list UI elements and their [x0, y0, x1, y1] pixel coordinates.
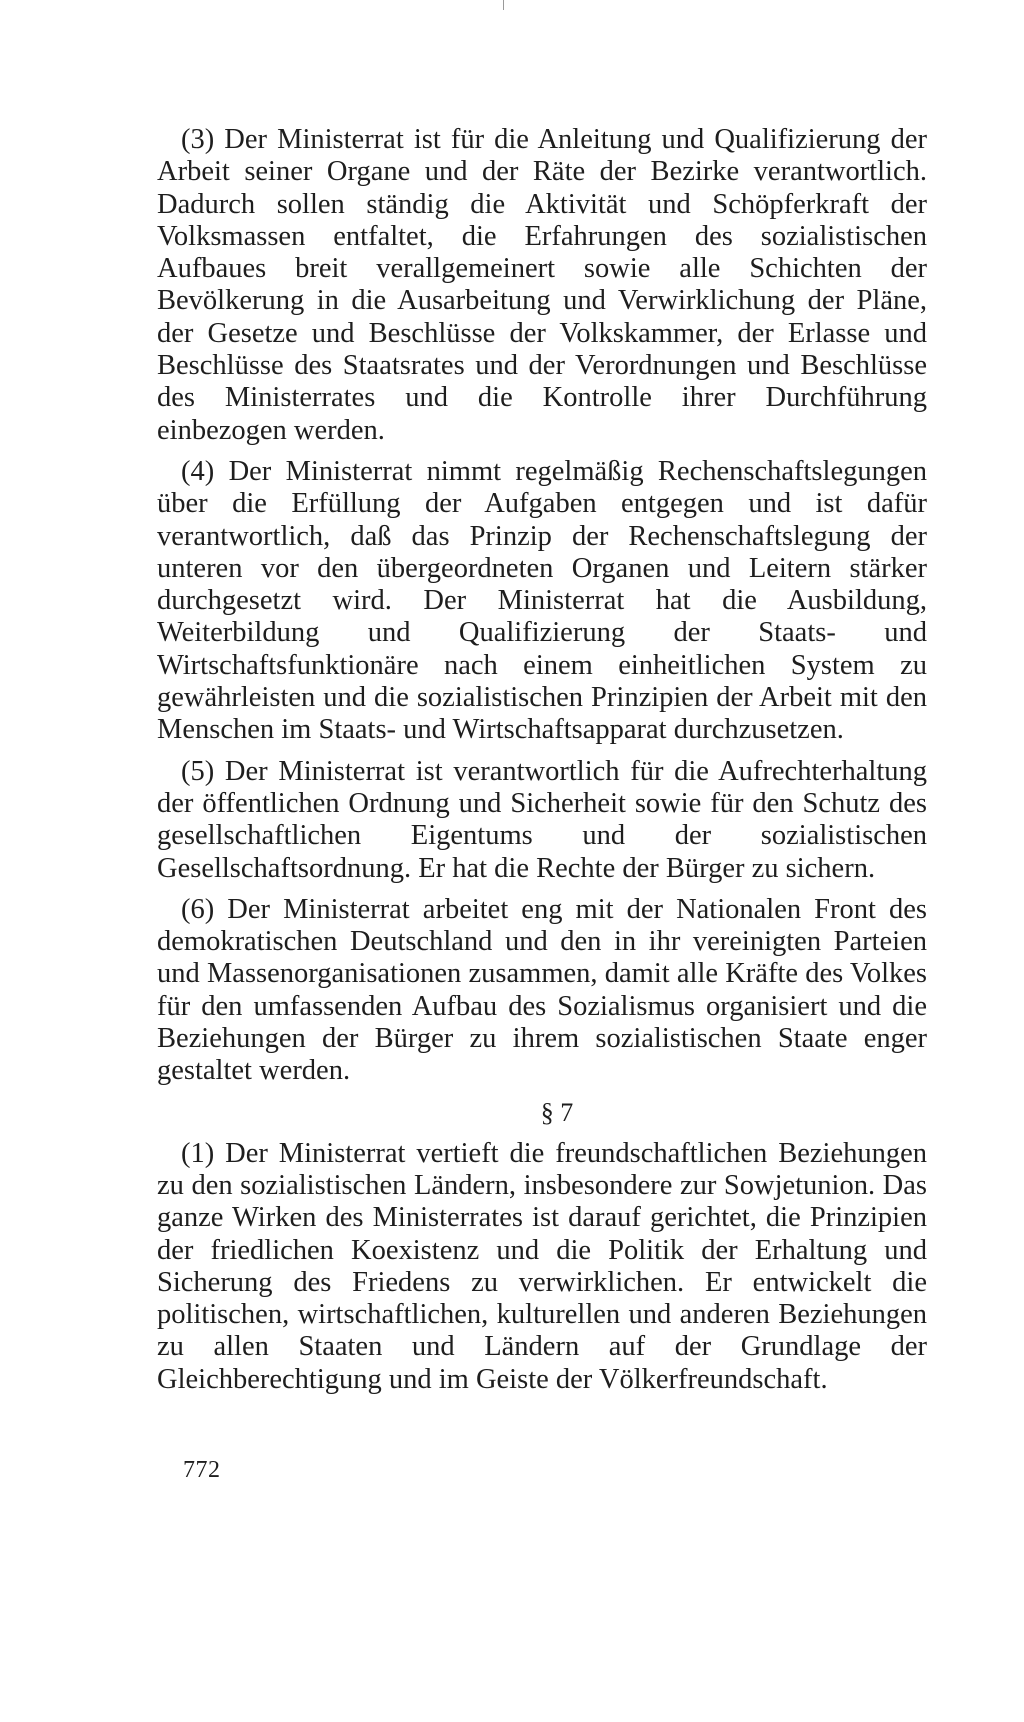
paragraph-3: (3) Der Ministerrat ist für die Anleitung und Qualifizierung der Arbeit seiner Organe und der Räte der Bezirke verantwortlich. Dadurch sollen ständig die Aktivität und Schöpferkraft der Volksmassen entfaltet, die Erfahrungen des sozialistischen Aufbaues breit verallgemeinert sowie alle Schichten der Bevölkerung in die Ausarbeitung und Verwirklichung der Pläne, der Gesetze und Beschlüsse der Volkskammer, der Erlasse und Beschlüsse des Staatsrates und der Verordnungen und Beschlüsse des Ministerrates und die Kontrolle ihrer Durchführung einbezogen werden. [157, 124, 927, 446]
paragraph-4: (4) Der Ministerrat nimmt regelmäßig Rechenschaftslegungen über die Erfüllung der Aufgaben entgegen und ist dafür verantwortlich, daß das Prinzip der Rechenschaftslegung der unteren vor den übergeordneten Organen und Leitern stärker durchgesetzt wird. Der Ministerrat hat die Ausbildung, Weiterbildung und Qualifizierung der Staats- und Wirtschaftsfunktionäre nach einem einheitlichen System zu gewährleisten und die sozialistischen Prinzipien der Arbeit mit den Menschen im Staats- und Wirtschaftsapparat durchzusetzen. [157, 455, 927, 746]
scan-mark [503, 0, 504, 10]
section-heading: § 7 [540, 1097, 574, 1127]
page-number: 772 [183, 1457, 221, 1483]
body-text [157, 124, 927, 1396]
paragraph-6: (6) Der Ministerrat arbeitet eng mit der Nationalen Front des demokratischen Deutschland und den in ihr vereinigten Parteien und Massenorganisationen zusammen, damit alle Kräfte des Volkes für den umfassenden Aufbau des Sozialismus organisiert und die Beziehungen der Bürger zu ihrem sozialistischen Staate enger gestaltet werden. [157, 893, 927, 1087]
paragraph-5: (5) Der Ministerrat ist verantwortlich für die Aufrechterhaltung der öffentlichen Ordnung und Sicherheit sowie für den Schutz des gesellschaftlichen Eigentums und der sozialistischen Gesellschaftsordnung. Er hat die Rechte der Bürger zu sichern. [157, 755, 927, 884]
section-7-paragraph-1: (1) Der Ministerrat vertieft die freundschaftlichen Beziehungen zu den sozialistischen Ländern, insbesondere zur Sowjetunion. Das ganze Wirken des Ministerrates ist darauf gerichtet, die Prinzipien der friedlichen Koexistenz und die Politik der Erhaltung und Sicherung des Friedens zu verwirklichen. Er entwickelt die politischen, wirtschaftlichen, kulturellen und anderen Beziehungen zu allen Staaten und Ländern auf der Grundlage der Gleichberechtigung und im Geiste der Völkerfreundschaft. [157, 1137, 927, 1395]
